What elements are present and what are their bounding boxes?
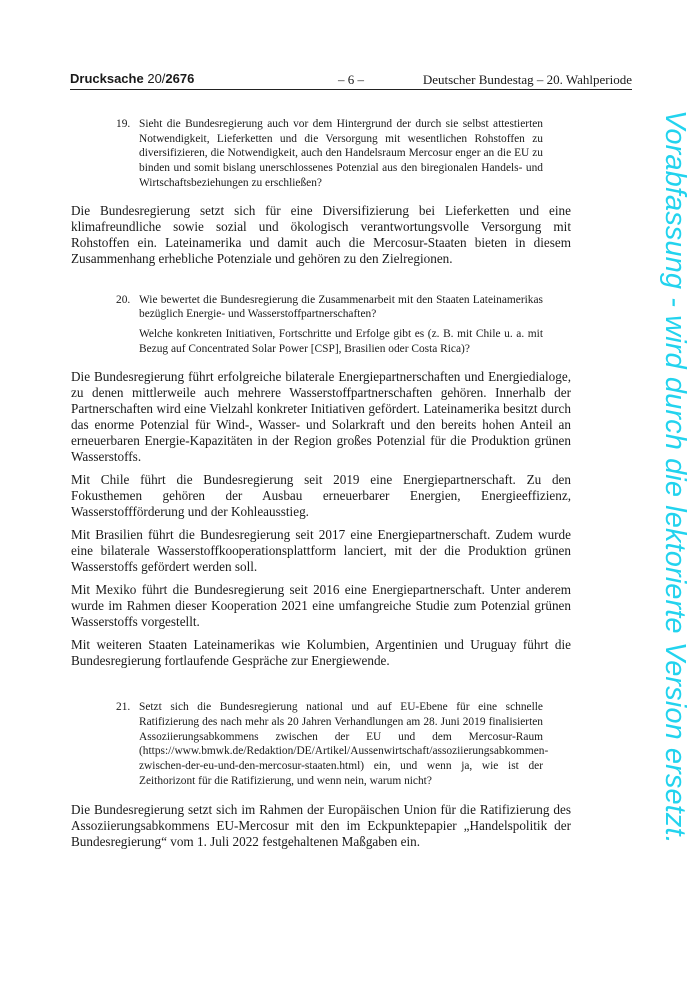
doc-number-prefix: 20/ bbox=[147, 71, 166, 86]
question-subtext: Welche konkreten Initiativen, Fortschritte und Erfolge gibt es (z. B. mit Chile u. a. mit Bezug auf Concentrated Solar Power [CSP], Brasilien oder Costa Rica)? bbox=[139, 327, 543, 355]
page-number: – 6 – bbox=[338, 72, 364, 87]
question-text: Sieht die Bundesregierung auch vor dem Hintergrund der durch sie selbst attestierten Notwendigkeit, Lieferketten und die Versorgung mit wesentlichen Rohstoffen zu diversifizieren, die Notwendigkeit, auch den Handelsraum Mercosur enger an die EU zu binden und somit bislang unerschlossenes Potenzial aus den biregionalen Handels- und Wirtschaftsbeziehungen zu erschließen? bbox=[139, 118, 543, 189]
answer-20-paragraph: Mit Brasilien führt die Bundesregierung seit 2017 eine Energiepartnerschaft. Zudem wurde eine bilaterale Wasserstoffkooperationsplattform lanciert, mit der die Produktion grünen Wasserstoffs gefördert werden soll. bbox=[71, 527, 571, 575]
question-number: 21. bbox=[116, 701, 131, 714]
doc-label: Drucksache bbox=[70, 71, 144, 86]
answer-20-paragraph: Mit Chile führt die Bundesregierung seit 2019 eine Energiepartnerschaft. Zu den Fokusthemen gehören der Ausbau erneuerbarer Energien, Energieeffizienz, Wasserstoffförderung und der Kohleausstieg. bbox=[71, 472, 571, 520]
question-20 bbox=[71, 293, 571, 357]
header-divider bbox=[70, 89, 632, 90]
question-text: Wie bewertet die Bundesregierung die Zusammenarbeit mit den Staaten Lateinamerikas bezüglich Energie- und Wasserstoffpartnerschaften? bbox=[139, 293, 543, 321]
answer-19-paragraph: Die Bundesregierung setzt sich für eine Diversifizierung bei Lieferketten und eine klimafreundliche sowie sozial und ökologisch verantwortungsvolle Versorgung mit Rohstoffen ein. Lateinamerika und damit auch die Mercosur-Staaten bieten in diesem Zusammenhang erhebliche Potenziale und gehören zu den Zielregionen. bbox=[71, 202, 571, 266]
page-header bbox=[70, 70, 632, 90]
draft-watermark: Vorabfassung - wird durch die lektorierte Version ersetzt. bbox=[659, 110, 691, 844]
answer-21-paragraph: Die Bundesregierung setzt sich im Rahmen der Europäischen Union für die Ratifizierung des Assoziierungsabkommens EU-Mercosur mit den im Eckpunktepapier „Handelspolitik der Bundesregierung“ vom 1. Juli 2022 festgehaltenen Maßgaben ein. bbox=[71, 801, 571, 849]
question-number: 20. bbox=[116, 293, 131, 306]
doc-number: 2676 bbox=[165, 71, 195, 86]
answer-20-paragraph: Die Bundesregierung führt erfolgreiche bilaterale Energiepartnerschaften und Energiedialoge, zu denen mittlerweile auch mehrere Wasserstoffpartnerschaften gehören. Innerhalb der Partnerschaften wird eine Vielzahl konkreter Initiativen gefördert. Lateinamerika besitzt durch das enorme Potenzial für Wind-, Wasser- und Solarkraft und den bereits hohen Anteil an erneuerbaren Energie-Kapazitäten in der Region großes Potenzial für die Produktion grünen Wasserstoffs. bbox=[71, 369, 571, 465]
question-21 bbox=[71, 700, 571, 788]
question-19 bbox=[71, 117, 571, 191]
question-number: 19. bbox=[116, 118, 131, 130]
page-body bbox=[71, 117, 571, 850]
answer-20-paragraph: Mit weiteren Staaten Lateinamerikas wie Kolumbien, Argentinien und Uruguay führt die Bundesregierung fortlaufende Gespräche zur Energiewende. bbox=[71, 637, 571, 669]
legislature-info: Deutscher Bundestag – 20. Wahlperiode bbox=[422, 72, 632, 87]
answer-20-paragraph: Mit Mexiko führt die Bundesregierung seit 2016 eine Energiepartnerschaft. Unter anderem wurde im Rahmen dieser Kooperation 2021 eine umfangreiche Studie zum Potenzial grünen Wasserstoffs vorgestellt. bbox=[71, 582, 571, 630]
question-text: Setzt sich die Bundesregierung national und auf EU-Ebene für eine schnelle Ratifizierung des nach mehr als 20 Jahren Verhandlungen am 28. Juni 2019 finalisierten Assoziierungsabkommens zwischen der EU und dem Mercosur-Raum (https://www.bmwk.de/Redaktion/DE/Artikel/Aussenwirtschaft/assoziierungsabkommen-zwischen-der-eu-und-den-mercosur-staaten.html) ein, und wenn ja, wie ist der Zeithorizont für die Ratifizierung, und wenn nein, warum nicht? bbox=[139, 701, 549, 787]
